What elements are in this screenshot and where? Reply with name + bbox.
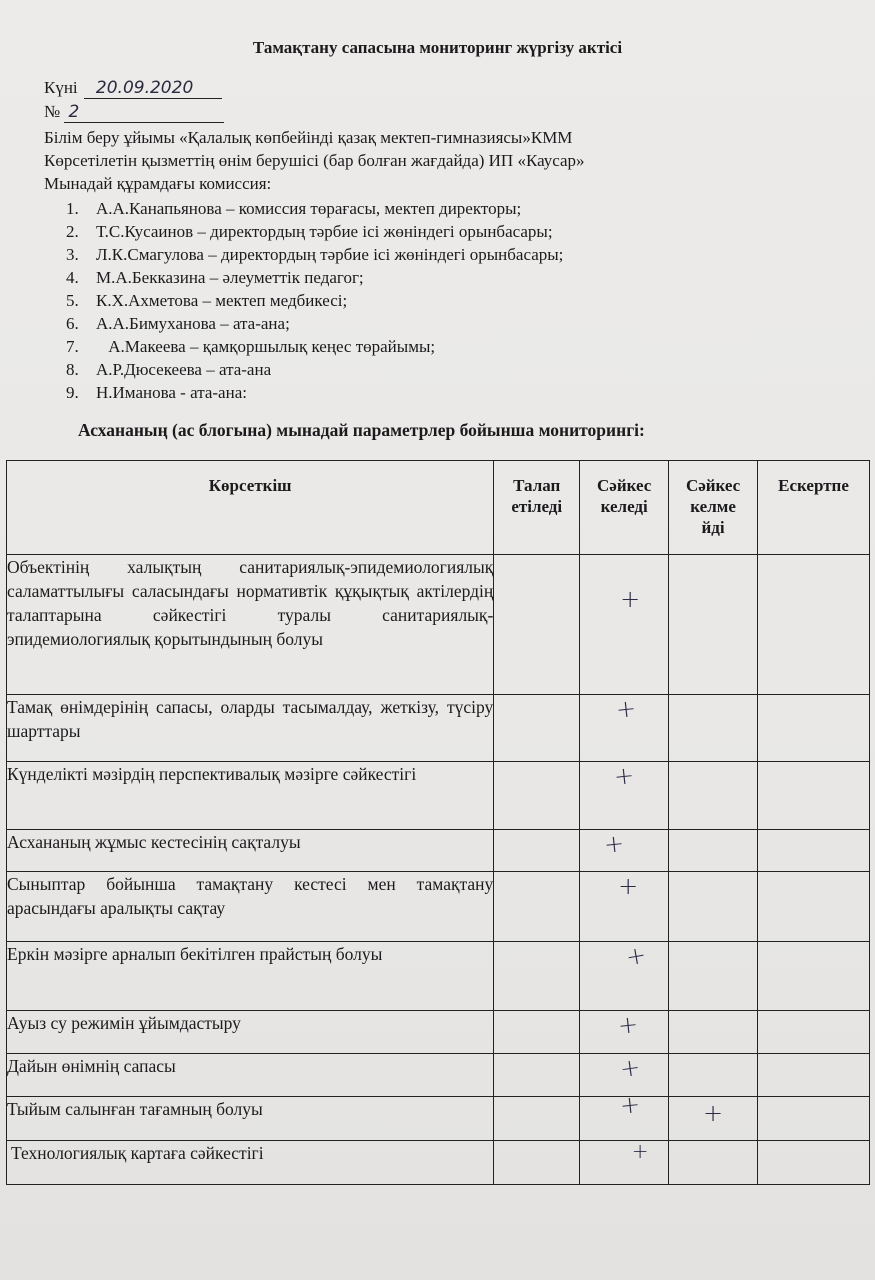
number-label: № — [44, 102, 61, 121]
complies-mark: + — [618, 1090, 642, 1120]
indicator-text: Еркін мәзірге арналып бекітілген прайстың болуы — [7, 944, 383, 964]
member-item: 5. К.Х.Ахметова – мектеп медбикесі; — [66, 291, 348, 310]
provider-line: Көрсетілетін қызметтің өнім берушісі (бар болған жағдайда) ИП «Каусар» — [44, 151, 585, 170]
note-cell — [758, 872, 870, 942]
table-row — [7, 1141, 870, 1185]
complies-mark: + — [612, 761, 636, 791]
required-cell — [494, 942, 580, 1011]
member-item: 8. А.Р.Дюсекеева – ата-ана — [66, 360, 272, 379]
indicator-text: Асхананың жұмыс кестесінің сақталуы — [7, 832, 301, 852]
complies-mark: + — [602, 829, 626, 859]
not-complies-cell — [669, 1141, 758, 1185]
note-cell — [758, 555, 870, 695]
indicator-text: Ауыз су режимін ұйымдастыру — [7, 1013, 241, 1033]
complies-mark: + — [616, 1010, 640, 1040]
note-cell — [758, 1141, 870, 1185]
table-row — [7, 1054, 870, 1097]
member-item: 2. Т.С.Кусаинов – директордың тәрбие ісі жөніндегі орынбасары; — [66, 222, 553, 241]
complies-mark: + — [618, 1052, 643, 1084]
table-row — [7, 1097, 870, 1141]
note-cell — [758, 1097, 870, 1141]
monitoring-subtitle: Асхананың (ас блогына) мынадай параметрлер бойынша мониторингі: — [78, 420, 645, 440]
header-indicator: Көрсеткіш — [7, 461, 494, 555]
member-item: 4. М.А.Бекказина – әлеуметтік педагог; — [66, 268, 364, 287]
header-complies: Сәйкес келеді — [580, 461, 669, 555]
indicator-text: Технологиялық картаға сәйкестігі — [11, 1143, 264, 1163]
required-cell — [494, 872, 580, 942]
table-row — [7, 555, 870, 695]
commission-members-list — [66, 197, 563, 404]
member-item: 9. Н.Иманова - ата-ана: — [66, 383, 247, 402]
document-title: Тамақтану сапасына мониторинг жүргізу актісі — [252, 38, 623, 57]
note-cell — [758, 830, 870, 872]
indicator-text: Сыныптар бойынша тамақтану кестесі мен тамақтану арасындағы аралықты сақтау — [7, 874, 494, 918]
not-complies-cell — [669, 555, 758, 695]
complies-mark: + — [620, 585, 641, 613]
complies-mark: + — [618, 872, 639, 900]
required-cell — [494, 695, 580, 762]
note-cell — [758, 762, 870, 830]
commission-intro: Мынадай құрамдағы комиссия: — [44, 174, 272, 193]
member-item: 7. А.Макеева – қамқоршылық кеңес төрайымы; — [66, 337, 436, 356]
indicator-text: Тыйым салынған тағамның болуы — [7, 1099, 263, 1119]
complies-mark: + — [623, 940, 649, 972]
required-cell — [494, 1141, 580, 1185]
table-row — [7, 695, 870, 762]
indicator-text: Дайын өнімнің сапасы — [7, 1056, 176, 1076]
not-complies-cell — [669, 1054, 758, 1097]
organization-line: Білім беру ұйымы «Қалалық көпбейінді қазақ мектеп-гимназиясы»КММ — [44, 128, 573, 147]
table-row — [7, 1011, 870, 1054]
date-value: 20.09.2020 — [95, 78, 194, 98]
date-label: Күні — [44, 78, 78, 97]
complies-mark: + — [614, 694, 638, 724]
date-field — [44, 78, 222, 99]
indicator-text: Тамақ өнімдерінің сапасы, оларды тасымалдау, жеткізу, түсіру шарттары — [7, 697, 494, 741]
note-cell — [758, 1054, 870, 1097]
not-complies-mark: + — [703, 1099, 724, 1127]
complies-mark: + — [631, 1139, 649, 1163]
required-cell — [494, 555, 580, 695]
required-cell — [494, 762, 580, 830]
required-cell — [494, 1011, 580, 1054]
not-complies-cell — [669, 872, 758, 942]
number-field — [44, 102, 224, 123]
indicator-text: Объектінің халықтың санитариялық-эпидемиологиялық саламаттылығы саласындағы нормативтік құқықтық актілердің талаптарына сәйкестігі туралы санитариялық-эпидемиологиялық қорытындының болуы — [7, 557, 494, 649]
not-complies-cell — [669, 695, 758, 762]
member-item: 3. Л.К.Смагулова – директордың тәрбие ісі жөніндегі орынбасары; — [66, 245, 564, 264]
required-cell — [494, 830, 580, 872]
not-complies-cell — [669, 1011, 758, 1054]
not-complies-cell — [669, 830, 758, 872]
member-item: 1. А.А.Канапьянова – комиссия төрағасы, мектеп директоры; — [66, 199, 522, 218]
required-cell — [494, 1097, 580, 1141]
table-row — [7, 942, 870, 1011]
monitoring-table — [6, 460, 870, 1185]
header-required: Талап етіледі — [494, 461, 580, 555]
not-complies-cell — [669, 942, 758, 1011]
number-value: 2 — [68, 102, 80, 122]
header-note: Ескертпе — [758, 461, 870, 555]
table-header-row — [7, 461, 870, 555]
required-cell — [494, 1054, 580, 1097]
not-complies-cell — [669, 762, 758, 830]
header-not-complies: Сәйкес келме йді — [669, 461, 758, 555]
table-row — [7, 830, 870, 872]
table-row — [7, 872, 870, 942]
table-row — [7, 762, 870, 830]
note-cell — [758, 942, 870, 1011]
member-item: 6. А.А.Бимуханова – ата-ана; — [66, 314, 290, 333]
note-cell — [758, 1011, 870, 1054]
note-cell — [758, 695, 870, 762]
indicator-text: Күнделікті мәзірдің перспективалық мәзірге сәйкестігі — [7, 764, 417, 784]
